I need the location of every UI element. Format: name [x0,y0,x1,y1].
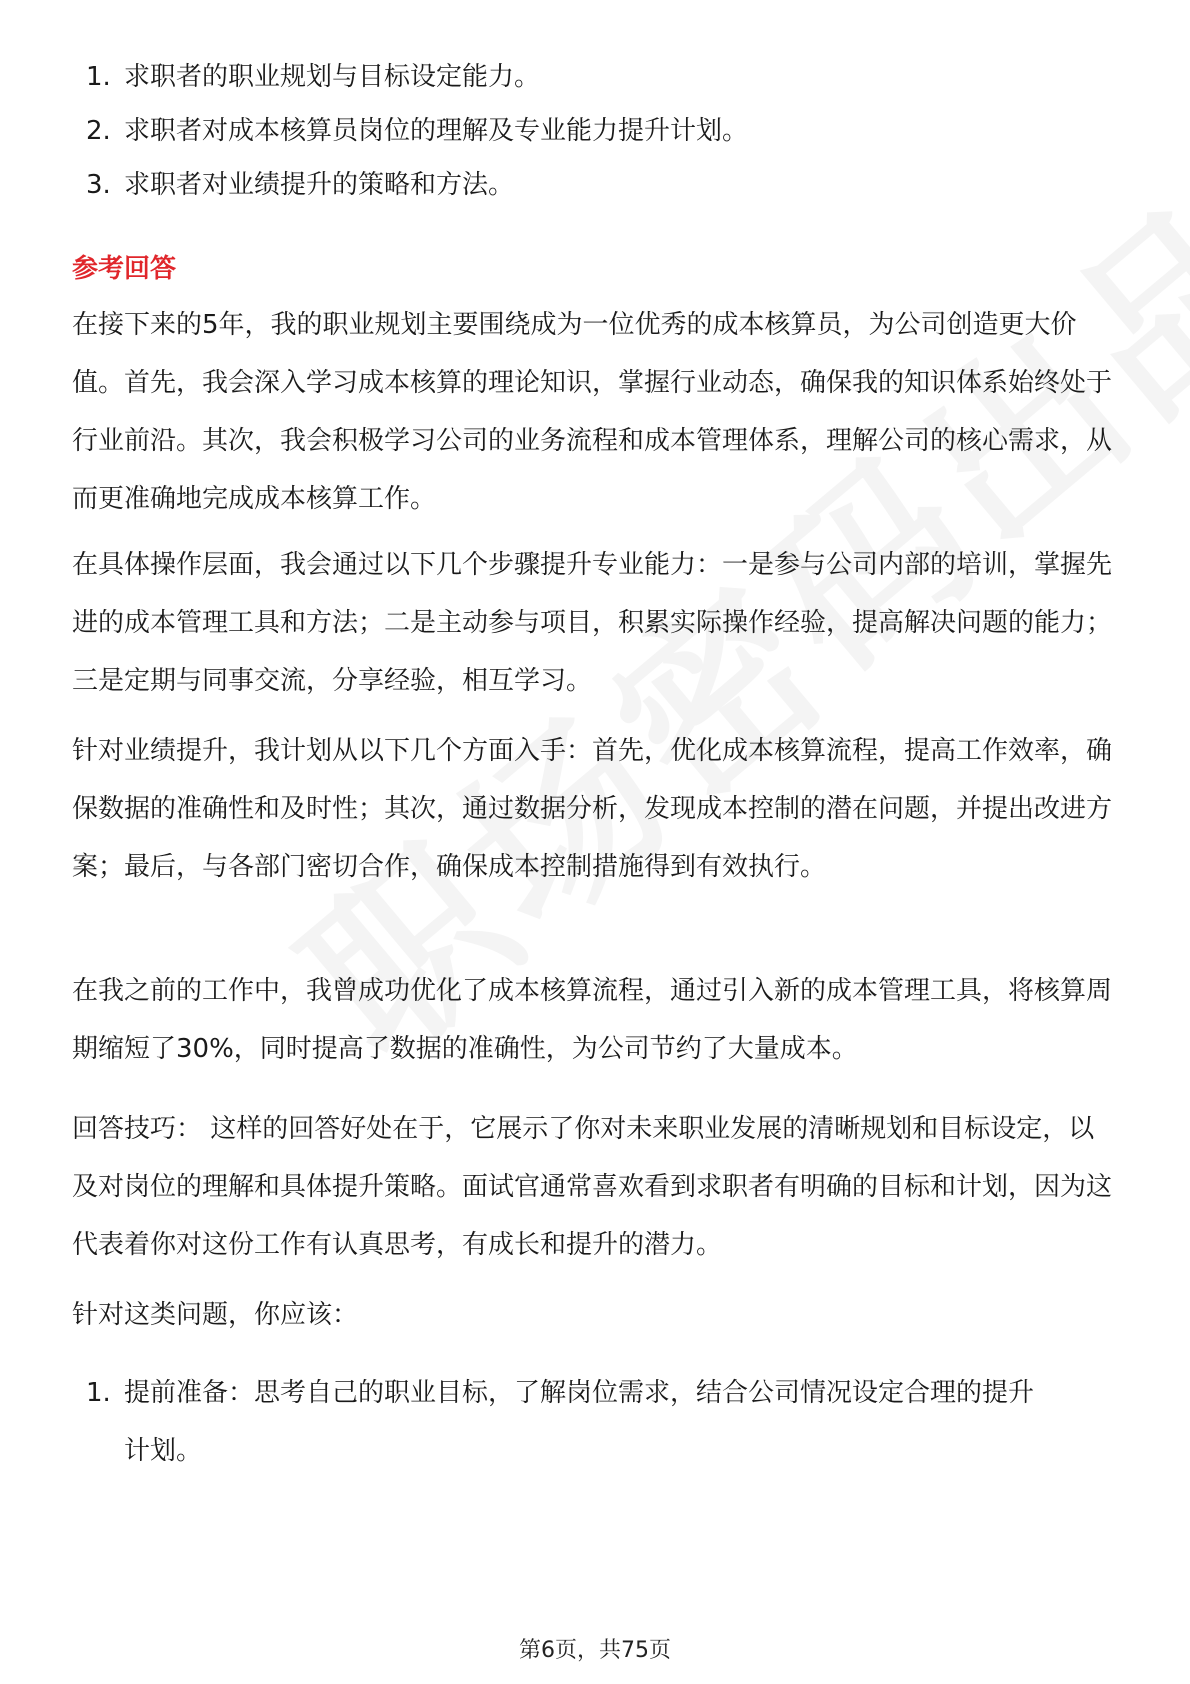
list-number: 1. [86,62,111,92]
list-text: 求职者对成本核算员岗位的理解及专业能力提升计划。 [124,116,749,146]
paragraph-2: 在具体操作层面，我会通过以下几个步骤提升专业能力：一是参与公司内部的培训，掌握先进的成本管理工具和方法；二是主动参与项目，积累实际操作经验，提高解决问题的能力；三是定期与同事交流，分享经验，相互学习。 [72,550,1113,696]
paragraph-1: 在接下来的5年，我的职业规划主要围绕成为一位优秀的成本核算员，为公司创造更大价值。首先，我会深入学习成本核算的理论知识，掌握行业动态，确保我的知识体系始终处于行业前沿。其次，我会积极学习公司的业务流程和成本管理体系，理解公司的核心需求，从而更准确地完成成本核算工作。 [72,310,1113,514]
list-number: 2. [86,116,111,146]
list-item [0,156,1114,214]
list-number: 3. [86,170,111,200]
list-text: 求职者的职业规划与目标设定能力。 [124,62,541,92]
top-list [0,48,1114,214]
list-number: 1. [86,1378,111,1408]
paragraph-3: 针对业绩提升，我计划从以下几个方面入手：首先，优化成本核算流程，提高工作效率，确保数据的准确性和及时性；其次，通过数据分析，发现成本控制的潜在问题，并提出改进方案；最后，与各部门密切合作，确保成本控制措施得到有效执行。 [72,736,1113,882]
paragraph-4: 在我之前的工作中，我曾成功优化了成本核算流程，通过引入新的成本管理工具，将核算周期缩短了30%，同时提高了数据的准确性，为公司节约了大量成本。 [72,976,1113,1064]
list-text: 提前准备：思考自己的职业目标，了解岗位需求，结合公司情况设定合理的提升计划。 [124,1378,1035,1466]
list-item [0,1364,1044,1480]
paragraph-6: 针对这类问题，你应该： [72,1300,359,1330]
section-title: 参考回答 [72,254,177,284]
bottom-list [0,1364,1044,1480]
page-footer: 第6页，共75页 [519,1638,671,1663]
list-item [0,48,1114,106]
list-item [0,102,1114,160]
answer-tips: 回答技巧： 这样的回答好处在于，它展示了你对未来职业发展的清晰规划和目标设定，以及对岗位的理解和具体提升策略。面试官通常喜欢看到求职者有明确的目标和计划，因为这代表着你对这份工作有认真思考，有成长和提升的潜力。 [72,1114,1113,1260]
list-text: 求职者对业绩提升的策略和方法。 [124,170,515,200]
